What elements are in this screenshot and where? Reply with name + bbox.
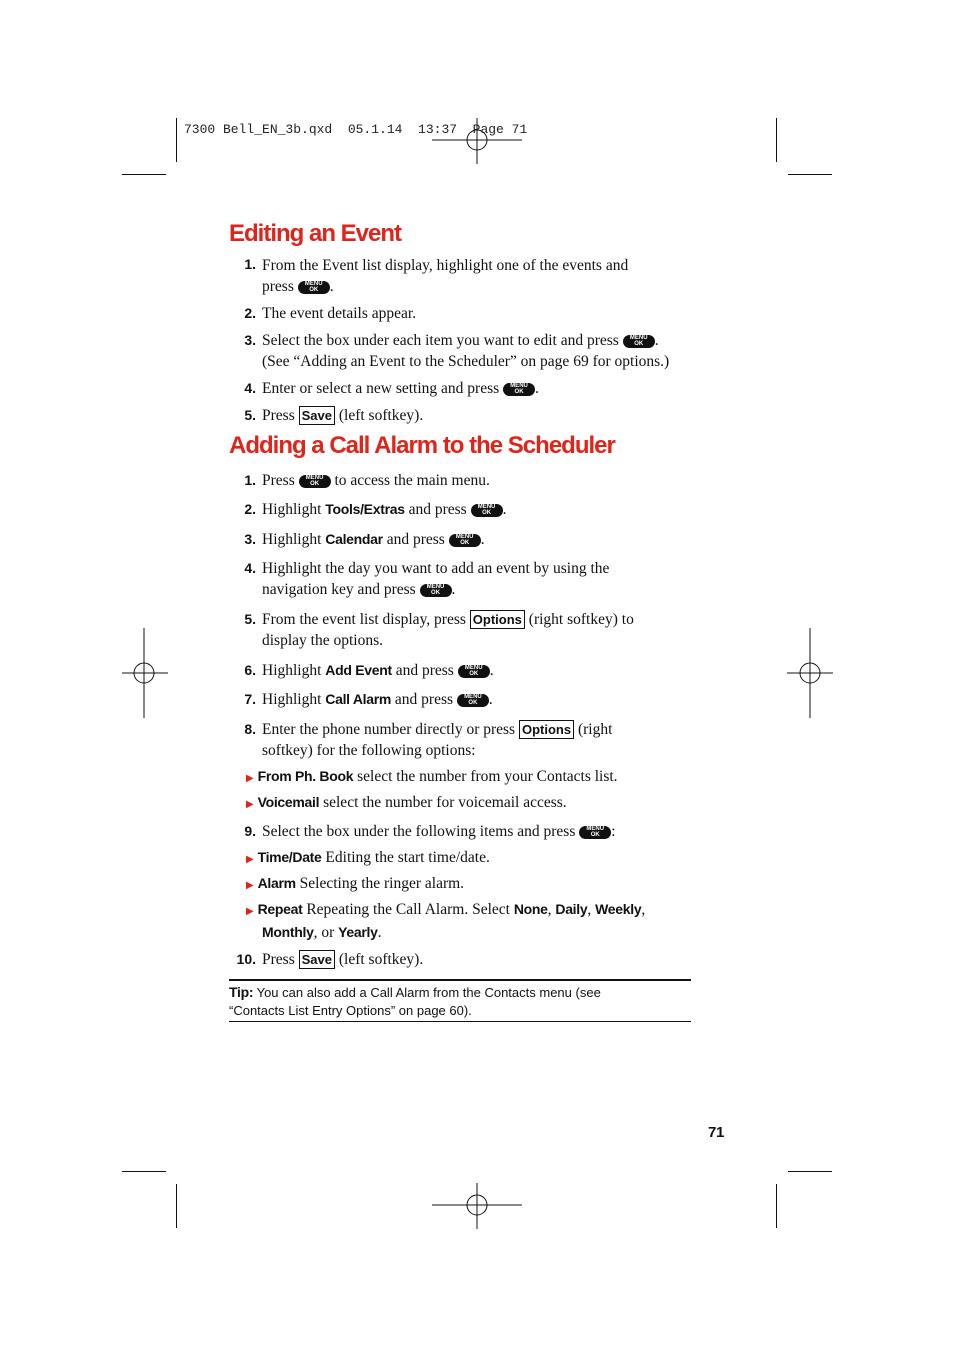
- step-text: The event details appear.: [262, 305, 417, 322]
- step-number: 2.: [244, 501, 256, 517]
- step-number: 1.: [244, 472, 256, 488]
- step-number: 6.: [244, 662, 256, 678]
- bullet-voicemail: ▶ Voicemail select the number for voicemail access.: [246, 794, 567, 811]
- step-text: Press MENU OK to access the main menu.: [262, 472, 490, 489]
- triangle-bullet-icon: ▶: [246, 880, 254, 891]
- step-text: From the event list display, press Options (right softkey) to display the options.: [262, 611, 634, 649]
- registration-mark-bottom-icon: [432, 1183, 522, 1229]
- options-softkey-label: Options: [519, 720, 574, 739]
- tip-rule-top: [229, 979, 691, 981]
- menu-ok-key-icon: MENU OK: [623, 335, 655, 348]
- menu-ok-key-icon: MENU OK: [458, 665, 490, 678]
- save-softkey-label: Save: [299, 950, 335, 969]
- page-number: 71: [708, 1124, 725, 1141]
- step-number: 3.: [244, 531, 256, 547]
- step-number: 4.: [244, 380, 256, 396]
- menu-ok-key-icon: MENU OK: [471, 504, 503, 517]
- step-text: From the Event list display, highlight one of the events and press MENU OK .: [262, 257, 629, 295]
- step-text: Highlight Call Alarm and press MENU OK .: [262, 691, 493, 708]
- menu-ok-key-icon: MENU OK: [420, 584, 452, 597]
- menu-ok-key-icon: MENU OK: [457, 694, 489, 707]
- menu-ok-key-icon: MENU OK: [449, 534, 481, 547]
- step-number: 5.: [244, 611, 256, 627]
- step-text: Highlight Calendar and press MENU OK .: [262, 531, 485, 548]
- step-text: Press Save (left softkey).: [262, 407, 424, 424]
- heading-editing-event: Editing an Event: [229, 220, 402, 247]
- step-number: 8.: [244, 721, 256, 737]
- menu-ok-key-icon: MENU OK: [579, 826, 611, 839]
- step-number: 9.: [244, 823, 256, 839]
- step-text: Highlight Tools/Extras and press MENU OK .: [262, 501, 507, 518]
- bullet-alarm: ▶ Alarm Selecting the ringer alarm.: [246, 875, 465, 892]
- triangle-bullet-icon: ▶: [246, 854, 254, 865]
- bullet-from-ph-book: ▶ From Ph. Book select the number from your Contacts list.: [246, 768, 618, 785]
- step-number: 3.: [244, 332, 256, 348]
- menu-ok-key-icon: MENU OK: [503, 383, 535, 396]
- step-text: Select the box under the following items and press MENU OK :: [262, 823, 616, 840]
- step-number: 10.: [236, 951, 256, 967]
- step-text: Highlight Add Event and press MENU OK .: [262, 662, 494, 679]
- step-text: Enter or select a new setting and press MENU OK .: [262, 380, 539, 397]
- step-number: 5.: [244, 407, 256, 423]
- menu-ok-key-icon: MENU OK: [299, 475, 331, 488]
- step-number: 2.: [244, 305, 256, 321]
- registration-mark-left-icon: [122, 628, 168, 718]
- step-text: Press Save (left softkey).: [262, 951, 424, 968]
- step-number: 1.: [244, 256, 256, 272]
- bullet-repeat: ▶ Repeat Repeating the Call Alarm. Select None, Daily, Weekly, Monthly, or Yearly.: [246, 901, 646, 941]
- step-text: Enter the phone number directly or press Options (right softkey) for the following options:: [262, 721, 613, 759]
- triangle-bullet-icon: ▶: [246, 799, 254, 810]
- step-text: Select the box under each item you want to edit and press MENU OK . (See “Adding an Event to the Scheduler” on page 69 for options.): [262, 332, 670, 370]
- triangle-bullet-icon: ▶: [246, 906, 254, 917]
- bullet-time-date: ▶ Time/Date Editing the start time/date.: [246, 849, 490, 866]
- step-number: 4.: [244, 560, 256, 576]
- heading-adding-call-alarm: Adding a Call Alarm to the Scheduler: [229, 432, 615, 459]
- options-softkey-label: Options: [470, 610, 525, 629]
- file-slug: 7300 Bell_EN_3b.qxd 05.1.14 13:37 Page 71: [184, 122, 528, 137]
- step-number: 7.: [244, 691, 256, 707]
- save-softkey-label: Save: [299, 406, 335, 425]
- tip-rule-bottom: [229, 1021, 691, 1022]
- registration-mark-right-icon: [787, 628, 833, 718]
- tip-box: Tip: You can also add a Call Alarm from the Contacts menu (see “Contacts List Entry Options” on page 60).: [229, 984, 601, 1018]
- step-text: Highlight the day you want to add an event by using the navigation key and press MENU OK .: [262, 560, 610, 598]
- triangle-bullet-icon: ▶: [246, 773, 254, 784]
- menu-ok-key-icon: MENU OK: [298, 281, 330, 294]
